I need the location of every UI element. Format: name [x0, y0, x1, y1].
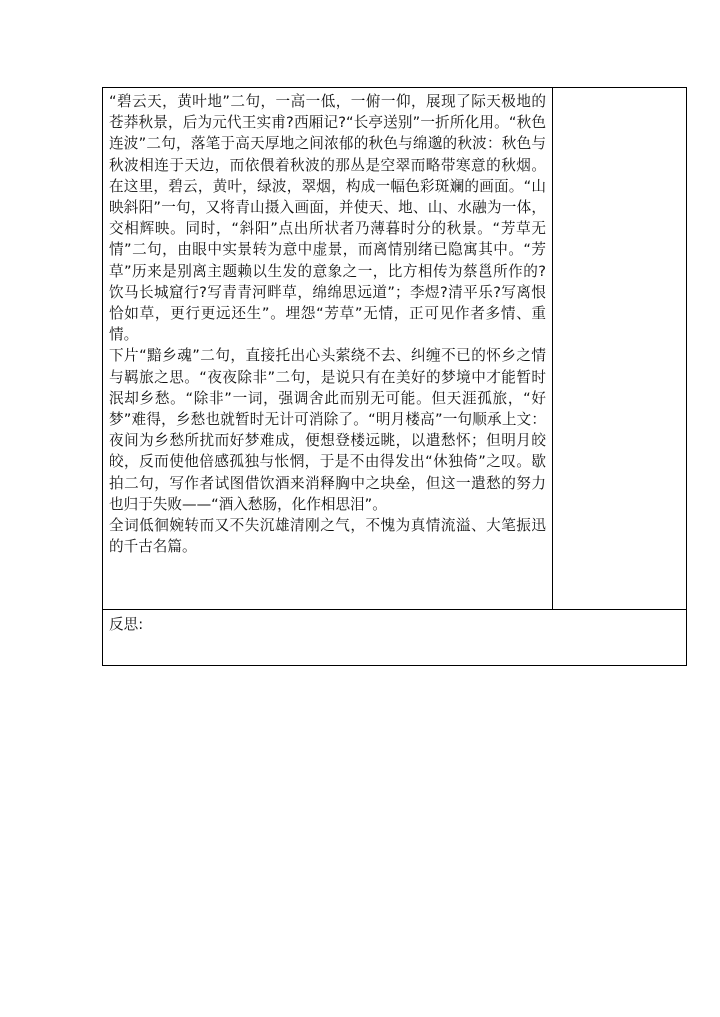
- analysis-cell: [103, 88, 553, 610]
- analysis-paragraph-1: “碧云天，黄叶地”二句，一高一低，一俯一仰，展现了际天极地的苍莽秋景，后为元代王实甫?西厢记?“长亭送别”一折所化用。“秋色连波”二句，落笔于高天厚地之间浓郁的秋色与绵邈的秋波：秋色与秋波相连于天边，而依偎着秋波的那丛是空翠而略带寒意的秋烟。在这里，碧云，黄叶，绿波，翠烟，构成一幅色彩斑斓的画面。“山映斜阳”一句，又将青山摄入画面，并使天、地、山、水融为一体，交相辉映。同时，“斜阳”点出所状者乃薄暮时分的秋景。“芳草无情”二句，由眼中实景转为意中虚景，而离情别绪已隐寓其中。“芳草”历来是别离主题赖以生发的意象之一，比方相传为蔡邕所作的?饮马长城窟行?写青青河畔草，绵绵思远道”；李煜?清平乐?写离恨恰如草，更行更远还生”。埋怨“芳草”无情，正可见作者多情、重情。: [109, 93, 546, 344]
- analysis-paragraph-2: 下片“黯乡魂”二句，直接托出心头萦绕不去、纠缠不已的怀乡之情与羁旅之思。“夜夜除非”二句，是说只有在美好的梦境中才能暂时泯却乡愁。“除非”一词，强调舍此而别无可能。但天涯孤旅，“好梦”难得，乡愁也就暂时无计可消除了。“明月楼高”一句顺承上文：夜间为乡愁所扰而好梦难成，便想登楼远眺，以遣愁怀；但明月皎皎，反而使他倍感孤独与怅惘，于是不由得发出“休独倚”之叹。歇拍二句，写作者试图借饮酒来消释胸中之块垒，但这一遣愁的努力也归于失败——“酒入愁肠，化作相思泪”。: [109, 347, 546, 513]
- reflection-label: 反思:: [109, 616, 144, 633]
- analysis-text: [103, 88, 552, 557]
- reflection-cell: [103, 610, 687, 666]
- lesson-table: [102, 87, 687, 666]
- side-notes-cell: [553, 88, 687, 610]
- analysis-row: [103, 88, 687, 610]
- reflection-row: [103, 610, 687, 666]
- analysis-paragraph-3: 全词低徊婉转而又不失沉雄清刚之气，不愧为真情流溢、大笔振迅的千古名篇。: [109, 517, 546, 556]
